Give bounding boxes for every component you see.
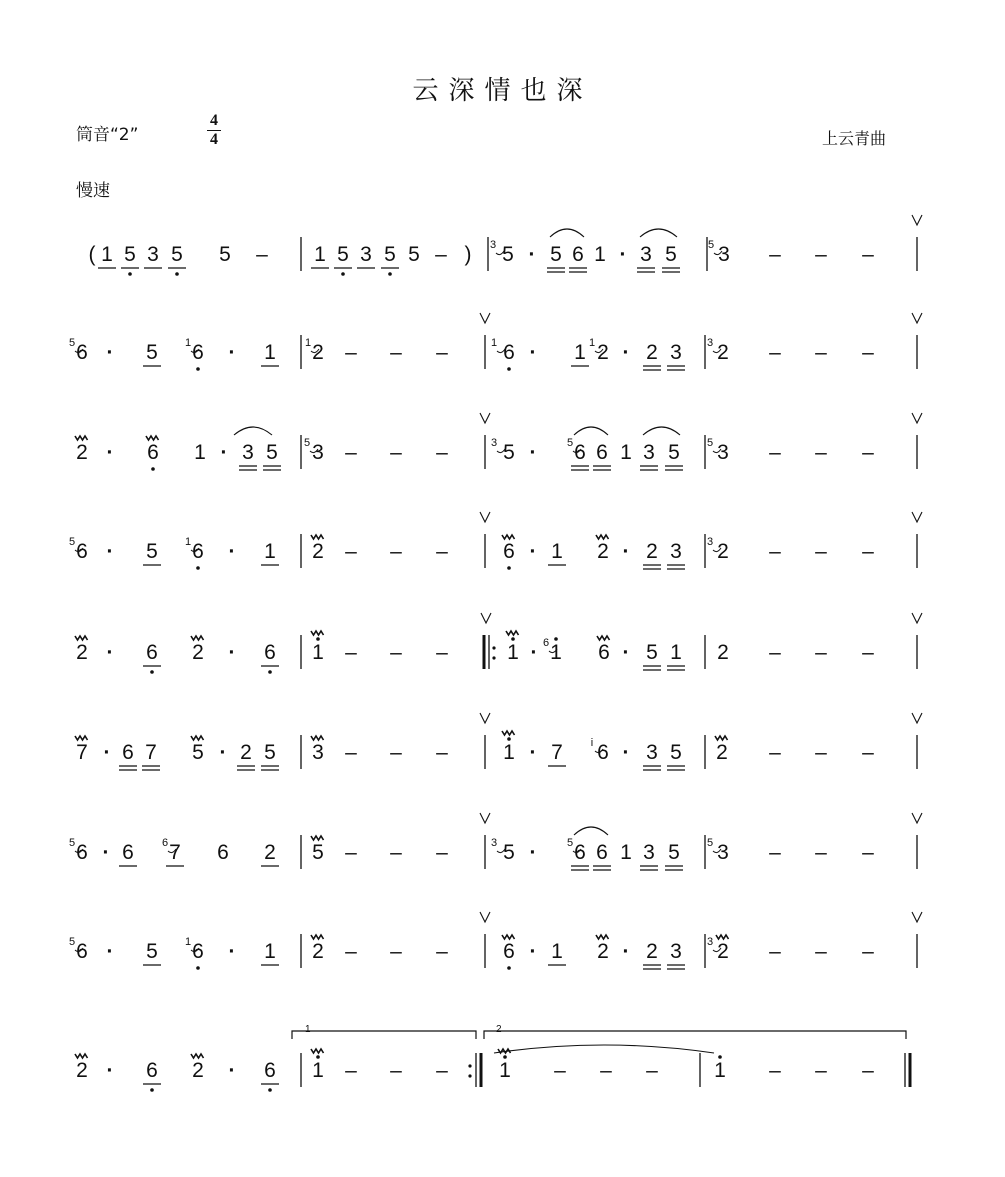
dash: – xyxy=(345,940,357,963)
bracket: ) xyxy=(464,243,472,266)
note: 1 xyxy=(551,540,563,563)
note: 5 xyxy=(384,243,396,266)
note: 6 xyxy=(596,841,608,864)
note: 1 xyxy=(574,341,586,364)
grace-note: 1 xyxy=(588,337,596,349)
note: 6 xyxy=(122,841,134,864)
note: 5 xyxy=(503,841,515,864)
tuning-label: 筒音“2” xyxy=(76,125,139,145)
note: 3 xyxy=(640,243,652,266)
augmentation-dot: · xyxy=(529,841,537,864)
dash: – xyxy=(815,641,827,664)
dash: – xyxy=(769,940,781,963)
grace-note: 3 xyxy=(490,437,498,449)
grace-note: 5 xyxy=(707,239,715,251)
augmentation-dot: · xyxy=(228,341,236,364)
dash: – xyxy=(815,341,827,364)
augmentation-dot: · xyxy=(106,540,114,563)
note: 2 xyxy=(264,841,276,864)
note: 3 xyxy=(718,243,730,266)
note: 1 xyxy=(551,940,563,963)
note: 6 xyxy=(574,441,586,464)
note: 3 xyxy=(670,940,682,963)
note: 6 xyxy=(264,641,276,664)
augmentation-dot: · xyxy=(228,940,236,963)
note: 2 xyxy=(597,341,609,364)
dash: – xyxy=(390,641,402,664)
dash: – xyxy=(345,841,357,864)
grace-note: 1 xyxy=(304,337,312,349)
dash: – xyxy=(390,841,402,864)
note: 2 xyxy=(312,940,324,963)
augmentation-dot: · xyxy=(228,641,236,664)
note: 6 xyxy=(503,940,515,963)
augmentation-dot: · xyxy=(619,243,627,266)
grace-note: 6 xyxy=(542,637,550,649)
note: 7 xyxy=(551,741,563,764)
dash: – xyxy=(390,940,402,963)
augmentation-dot: · xyxy=(220,441,228,464)
augmentation-dot: · xyxy=(529,540,537,563)
note: 2 xyxy=(717,540,729,563)
note: 2 xyxy=(76,641,88,664)
note: 3 xyxy=(670,540,682,563)
grace-note: 3 xyxy=(489,239,497,251)
note: 3 xyxy=(717,841,729,864)
note: 2 xyxy=(312,341,324,364)
note: 6 xyxy=(146,1059,158,1082)
tempo-label: 慢速 xyxy=(76,181,110,201)
note: 7 xyxy=(169,841,181,864)
dash: – xyxy=(815,940,827,963)
volta-2-label: 2 xyxy=(496,1024,502,1035)
augmentation-dot: · xyxy=(106,441,114,464)
note: 2 xyxy=(312,540,324,563)
dash: – xyxy=(345,1059,357,1082)
note: 5 xyxy=(146,540,158,563)
dash: – xyxy=(554,1059,566,1082)
note: 5 xyxy=(668,441,680,464)
note: 3 xyxy=(147,243,159,266)
grace-note: 5 xyxy=(68,936,76,948)
augmentation-dot: · xyxy=(529,441,537,464)
dash: – xyxy=(862,341,874,364)
note: 5 xyxy=(192,741,204,764)
note: 1 xyxy=(264,341,276,364)
note: 1 xyxy=(620,841,632,864)
note: 6 xyxy=(217,841,229,864)
note: 3 xyxy=(717,441,729,464)
dash: – xyxy=(390,341,402,364)
dash: – xyxy=(436,540,448,563)
note: 1 xyxy=(594,243,606,266)
note: 2 xyxy=(646,341,658,364)
note: 5 xyxy=(646,641,658,664)
bracket: ( xyxy=(88,243,96,266)
dash: – xyxy=(862,1059,874,1082)
dash: – xyxy=(769,243,781,266)
augmentation-dot: · xyxy=(622,741,630,764)
note: 1 xyxy=(499,1059,511,1082)
dash: – xyxy=(436,441,448,464)
note: 1 xyxy=(620,441,632,464)
dash: – xyxy=(600,1059,612,1082)
dash: – xyxy=(646,1059,658,1082)
augmentation-dot: · xyxy=(529,741,537,764)
note: 3 xyxy=(242,441,254,464)
note: 1 xyxy=(264,940,276,963)
grace-note: 5 xyxy=(68,837,76,849)
note: 5 xyxy=(550,243,562,266)
dash: – xyxy=(256,243,268,266)
augmentation-dot: · xyxy=(622,341,630,364)
note: 5 xyxy=(665,243,677,266)
note: 3 xyxy=(312,741,324,764)
note: 2 xyxy=(192,1059,204,1082)
grace-note: 5 xyxy=(706,437,714,449)
note: 2 xyxy=(597,540,609,563)
note: 1 xyxy=(194,441,206,464)
dash: – xyxy=(862,741,874,764)
dash: – xyxy=(769,641,781,664)
note: 3 xyxy=(312,441,324,464)
note: 6 xyxy=(147,441,159,464)
note: 3 xyxy=(643,441,655,464)
note: 5 xyxy=(408,243,420,266)
dash: – xyxy=(436,741,448,764)
augmentation-dot: · xyxy=(106,1059,114,1082)
augmentation-dot: · xyxy=(103,741,111,764)
grace-note: 3 xyxy=(706,536,714,548)
note: 6 xyxy=(76,841,88,864)
note: 1 xyxy=(312,1059,324,1082)
dash: – xyxy=(769,741,781,764)
dash: – xyxy=(815,243,827,266)
dash: – xyxy=(390,441,402,464)
dash: – xyxy=(390,1059,402,1082)
time-signature-top: 4 xyxy=(210,112,218,129)
note: 6 xyxy=(76,940,88,963)
augmentation-dot: · xyxy=(106,641,114,664)
dash: – xyxy=(769,1059,781,1082)
augmentation-dot: · xyxy=(228,1059,236,1082)
augmentation-dot: · xyxy=(102,841,110,864)
augmentation-dot: · xyxy=(106,341,114,364)
note: 2 xyxy=(76,441,88,464)
grace-note: i xyxy=(590,737,594,749)
note: 6 xyxy=(597,741,609,764)
note: 5 xyxy=(312,841,324,864)
note: 1 xyxy=(550,641,562,664)
dash: – xyxy=(345,741,357,764)
note: 6 xyxy=(264,1059,276,1082)
dash: – xyxy=(345,441,357,464)
note: 1 xyxy=(101,243,113,266)
note: 5 xyxy=(502,243,514,266)
note: 6 xyxy=(146,641,158,664)
dash: – xyxy=(436,641,448,664)
note: 5 xyxy=(670,741,682,764)
augmentation-dot: · xyxy=(529,940,537,963)
note: 1 xyxy=(312,641,324,664)
note: 6 xyxy=(572,243,584,266)
note: 6 xyxy=(598,641,610,664)
dash: – xyxy=(769,441,781,464)
dash: – xyxy=(345,641,357,664)
note: 2 xyxy=(76,1059,88,1082)
note: 2 xyxy=(717,641,729,664)
note: 1 xyxy=(670,641,682,664)
note: 3 xyxy=(646,741,658,764)
grace-note: 5 xyxy=(303,437,311,449)
composer-label: 上云青曲 xyxy=(822,129,887,148)
augmentation-dot: · xyxy=(622,540,630,563)
note: 5 xyxy=(146,341,158,364)
note: 1 xyxy=(714,1059,726,1082)
note: 6 xyxy=(503,540,515,563)
augmentation-dot: · xyxy=(228,540,236,563)
note: 6 xyxy=(192,341,204,364)
note: 6 xyxy=(122,741,134,764)
dash: – xyxy=(436,841,448,864)
note: 6 xyxy=(574,841,586,864)
note: 6 xyxy=(503,341,515,364)
note: 2 xyxy=(717,940,729,963)
note: 6 xyxy=(76,341,88,364)
volta-1-label: 1 xyxy=(305,1024,311,1035)
dash: – xyxy=(862,243,874,266)
grace-note: 5 xyxy=(566,437,574,449)
grace-note: 3 xyxy=(490,837,498,849)
note: 6 xyxy=(192,540,204,563)
dash: – xyxy=(815,1059,827,1082)
note: 5 xyxy=(668,841,680,864)
dash: – xyxy=(345,540,357,563)
dash: – xyxy=(815,441,827,464)
note: 1 xyxy=(507,641,519,664)
note: 5 xyxy=(124,243,136,266)
grace-note: 1 xyxy=(184,936,192,948)
note: 2 xyxy=(717,341,729,364)
note: 2 xyxy=(716,741,728,764)
dash: – xyxy=(436,341,448,364)
note: 7 xyxy=(76,741,88,764)
grace-note: 5 xyxy=(706,837,714,849)
augmentation-dot: · xyxy=(530,641,538,664)
dash: – xyxy=(862,641,874,664)
note: 2 xyxy=(240,741,252,764)
grace-note: 6 xyxy=(161,837,169,849)
note: 2 xyxy=(646,940,658,963)
dash: – xyxy=(436,1059,448,1082)
note: 7 xyxy=(145,741,157,764)
dash: – xyxy=(815,741,827,764)
augmentation-dot: · xyxy=(529,341,537,364)
time-signature-bottom: 4 xyxy=(210,131,218,148)
grace-note: 1 xyxy=(184,536,192,548)
note: 5 xyxy=(146,940,158,963)
note: 3 xyxy=(360,243,372,266)
dash: – xyxy=(815,540,827,563)
dash: – xyxy=(815,841,827,864)
note: 5 xyxy=(503,441,515,464)
dash: – xyxy=(769,540,781,563)
note: 5 xyxy=(171,243,183,266)
note: 3 xyxy=(670,341,682,364)
dash: – xyxy=(390,540,402,563)
note: 5 xyxy=(264,741,276,764)
note: 5 xyxy=(266,441,278,464)
note: 6 xyxy=(596,441,608,464)
note: 2 xyxy=(646,540,658,563)
grace-note: 3 xyxy=(706,936,714,948)
note: 2 xyxy=(192,641,204,664)
augmentation-dot: · xyxy=(219,741,227,764)
note: 1 xyxy=(314,243,326,266)
dash: – xyxy=(862,841,874,864)
augmentation-dot: · xyxy=(622,940,630,963)
note: 5 xyxy=(337,243,349,266)
note: 5 xyxy=(219,243,231,266)
dash: – xyxy=(345,341,357,364)
grace-note: 5 xyxy=(566,837,574,849)
dash: – xyxy=(769,841,781,864)
grace-note: 1 xyxy=(184,337,192,349)
dash: – xyxy=(390,741,402,764)
note: 3 xyxy=(643,841,655,864)
grace-note: 5 xyxy=(68,536,76,548)
augmentation-dot: · xyxy=(528,243,536,266)
dash: – xyxy=(862,540,874,563)
note: 2 xyxy=(597,940,609,963)
grace-note: 3 xyxy=(706,337,714,349)
grace-note: 5 xyxy=(68,337,76,349)
note: 6 xyxy=(192,940,204,963)
grace-note: 1 xyxy=(490,337,498,349)
augmentation-dot: · xyxy=(622,641,630,664)
augmentation-dot: · xyxy=(106,940,114,963)
dash: – xyxy=(436,940,448,963)
dash: – xyxy=(769,341,781,364)
dash: – xyxy=(862,441,874,464)
dash: – xyxy=(435,243,447,266)
page-title: 云深情也深 xyxy=(412,76,593,106)
dash: – xyxy=(862,940,874,963)
note: 1 xyxy=(264,540,276,563)
note: 6 xyxy=(76,540,88,563)
note: 1 xyxy=(503,741,515,764)
